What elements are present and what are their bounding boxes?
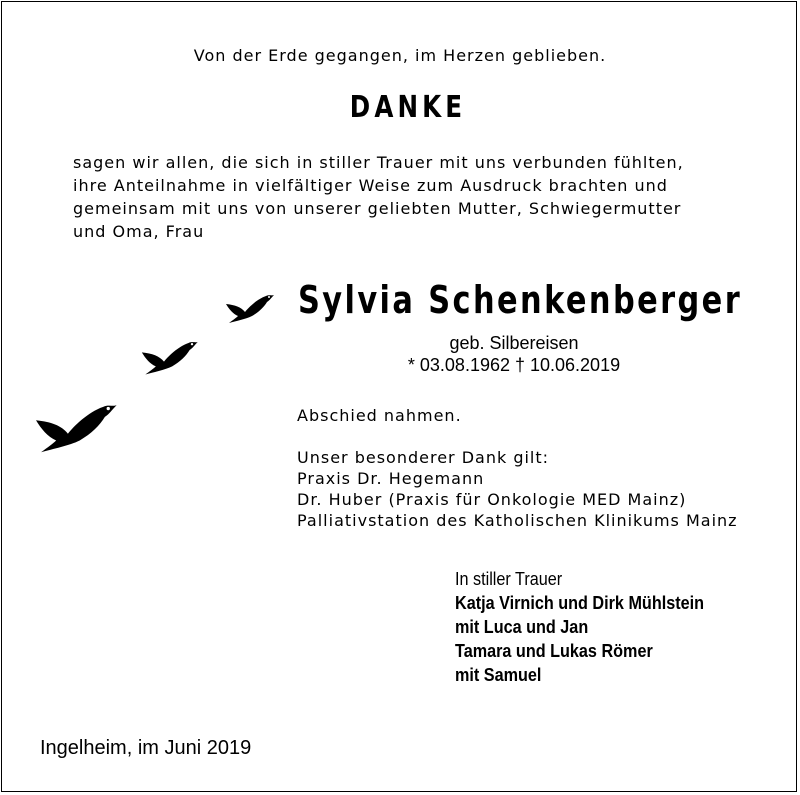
heading: DANKE (349, 90, 467, 125)
thanks-heading: Unser besonderer Dank gilt: (297, 448, 550, 467)
intro-text (73, 151, 684, 243)
mourner-line: Tamara und Lukas Römer (455, 641, 653, 661)
farewell-text: Abschied nahmen. (297, 406, 462, 425)
place-date: Ingelheim, im Juni 2019 (40, 737, 252, 759)
acknowledgements (297, 405, 738, 531)
intro-line: ihre Anteilnahme in vielfältiger Weise zum Ausdruck brachten und (73, 176, 668, 195)
motto: Von der Erde gegangen, im Herzen geblieben. (193, 46, 607, 65)
mourner-line: mit Samuel (455, 665, 542, 685)
deceased-name: Sylvia Schenkenberger (298, 278, 743, 322)
mourner-line: mit Luca und Jan (455, 617, 589, 637)
thanks-item: Dr. Huber (Praxis für Onkologie MED Mainz) (297, 490, 687, 509)
thanks-item: Praxis Dr. Hegemann (297, 469, 485, 488)
mourners-intro: In stiller Trauer (455, 569, 563, 589)
birth-name: geb. Silbereisen (449, 333, 579, 353)
mourner-line: Katja Virnich und Dirk Mühlstein (455, 593, 705, 613)
thanks-item: Palliativstation des Katholischen Klinikums Mainz (297, 511, 738, 530)
bird-icon (226, 290, 276, 326)
bird-icon (141, 336, 201, 378)
intro-line: und Oma, Frau (73, 222, 205, 241)
intro-line: gemeinsam mit uns von unserer geliebten Mutter, Schwiegermutter (73, 199, 682, 218)
mourners (455, 567, 704, 687)
deceased-details (364, 332, 664, 376)
intro-line: sagen wir allen, die sich in stiller Trauer mit uns verbunden fühlten, (73, 153, 684, 172)
bird-icon (36, 396, 120, 458)
life-dates: * 03.08.1962 † 10.06.2019 (407, 355, 621, 375)
